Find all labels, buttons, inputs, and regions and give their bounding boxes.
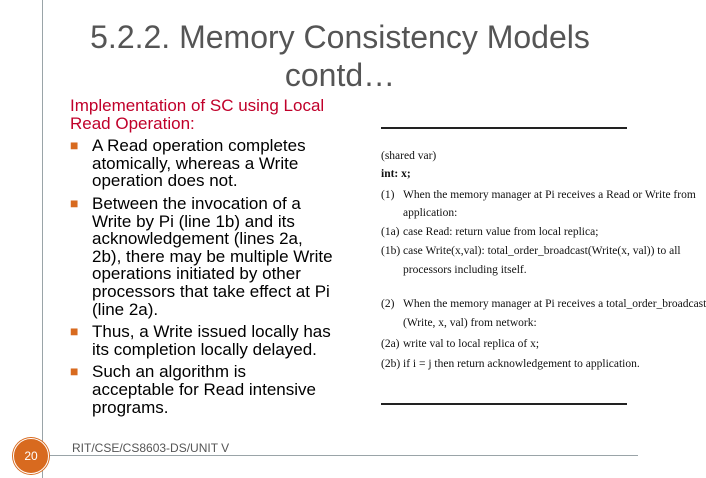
algorithm-figure [381,127,706,409]
left-divider-line [42,0,43,478]
bullet-icon: ■ [70,194,79,211]
line-text: processors including itself. [403,264,527,276]
bullet-icon: ■ [70,323,79,340]
bullet-line: A Read operation completes [92,136,306,156]
footer-text: RIT/CSE/CS8603-DS/UNIT V [72,441,230,455]
bullet-item [70,137,364,190]
line-text: write val to local replica of x; [403,338,540,350]
bullet-line: Write by Pi (line 1b) and its [92,211,295,231]
line-text: When the memory manager at Pi receives a total_order_broadcast [403,298,706,310]
bullet-line: Such an algorithm is [92,362,247,382]
shared-var-label: (shared var) [381,150,437,162]
bullet-line: acknowledgement (lines 2a, [92,229,303,249]
bullet-line: operations initiated by other [92,264,301,284]
line-text: (Write, x, val) from network: [403,317,537,329]
bullet-item [70,363,364,416]
bullet-icon: ■ [70,363,79,380]
bullet-item [70,323,364,358]
bullet-item [70,195,364,318]
heading-line-1: Implementation of SC using Local [70,96,325,115]
line-label: (1) [381,189,395,201]
bullet-line: acceptable for Read intensive [92,379,316,399]
bottom-divider-line [42,455,638,456]
slide-title [60,18,620,94]
line-label: (1b) [381,245,401,257]
heading-line-2: Read Operation: [70,113,195,133]
line-label: (1a) [381,226,400,238]
bullet-icon: ■ [70,137,79,154]
line-label: (2b) [381,358,401,370]
line-text: application: [403,207,458,219]
bullet-line: atomically, whereas a Write [92,153,299,173]
bullet-line: 2b), there may be multiple Write [92,246,333,266]
content-heading [70,97,364,132]
bullet-line: operation does not. [92,171,238,191]
bullet-line: its completion locally delayed. [92,339,317,359]
line-label: (2a) [381,338,400,350]
line-label: (2) [381,298,395,310]
top-rule [381,127,627,129]
int-declaration: int: x; [381,168,411,180]
bullet-line: Between the invocation of a [92,193,301,213]
bullet-line: Thus, a Write issued locally has [92,322,331,342]
line-text: if i = j then return acknowledgement to application. [403,358,640,370]
bullet-line: (line 2a). [92,299,159,319]
bottom-rule [381,403,627,405]
line-text: case Write(x,val): total_order_broadcast(Write(x, val)) to all [403,245,681,257]
line-text: case Read: return value from local replica; [403,226,599,238]
title-line-2: contd… [284,57,396,93]
bullet-line: processors that take effect at Pi [92,281,330,301]
title-line-1: 5.2.2. Memory Consistency Models [90,19,590,55]
slide-content [70,97,364,416]
bullet-line: programs. [92,397,169,417]
line-text: When the memory manager at Pi receives a Read or Write from [403,189,696,201]
page-number-badge: 20 [13,438,49,474]
